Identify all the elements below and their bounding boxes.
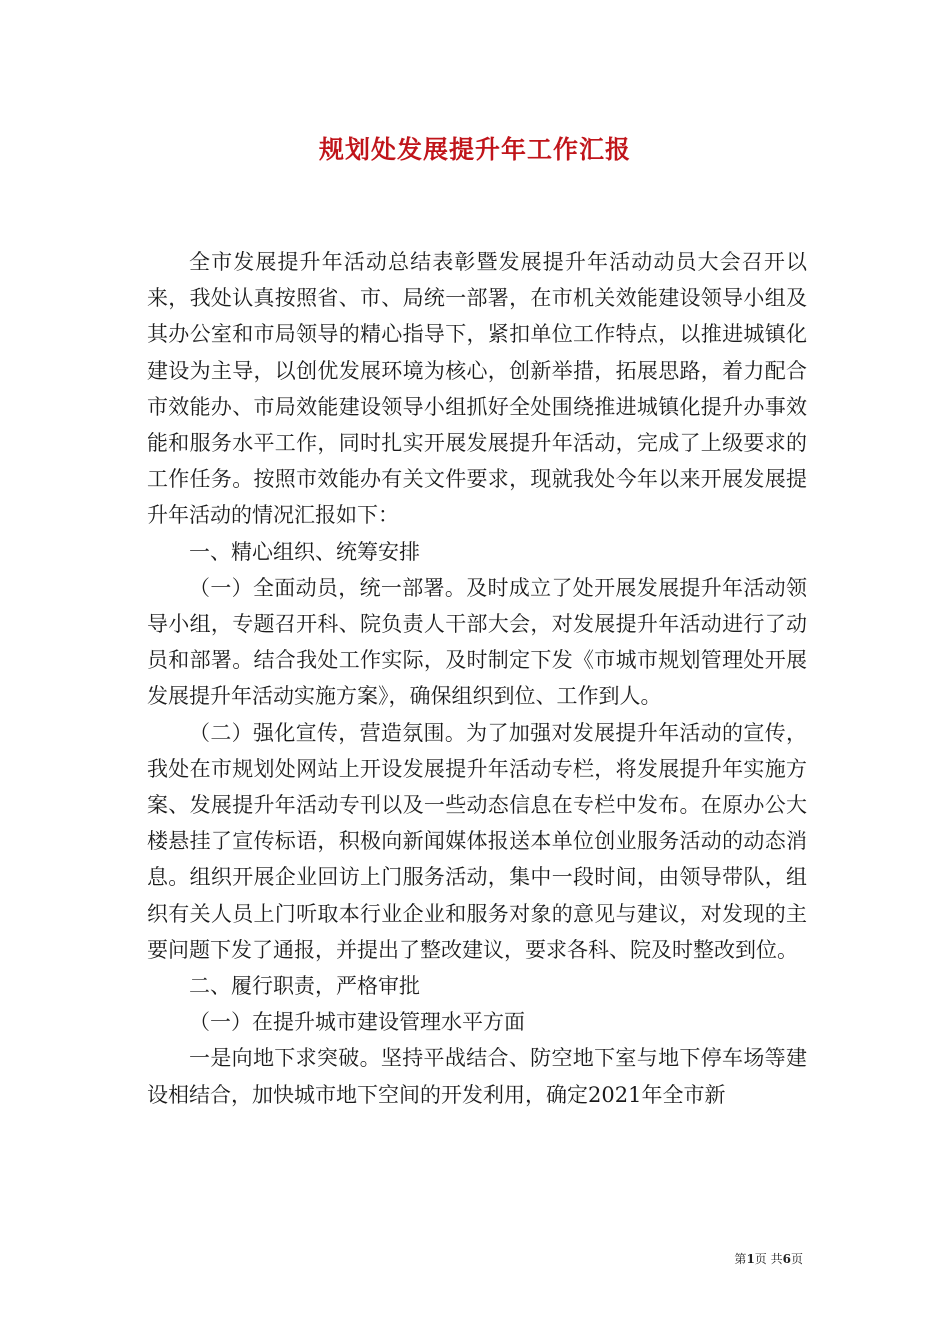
section-heading-1: 一、精心组织、统筹安排 (189, 539, 420, 564)
document-body (147, 244, 807, 1113)
paragraph-mobilization: （一）全面动员，统一部署。及时成立了处开展发展提升年活动领导小组，专题召开科、院负责人干部大会，对发展提升年活动进行了动员和部署。结合我处工作实际，及时制定下发《市城市规划管理处开展发展提升年活动实施方案》，确保组织到位、工作到人。 (147, 575, 807, 709)
footer-middle: 页 共 (754, 1252, 783, 1266)
total-page-count: 6 (782, 1252, 791, 1266)
footer-suffix: 页 (790, 1252, 803, 1266)
footer-prefix: 第 (734, 1252, 747, 1266)
paragraph-publicity: （二）强化宣传，营造氛围。为了加强对发展提升年活动的宣传，我处在市规划处网站上开设发展提升年活动专栏，将发展提升年实施方案、发展提升年活动专刊以及一些动态信息在专栏中发布。在原办公大楼悬挂了宣传标语，积极向新闻媒体报送本单位创业服务活动的动态消息。组织开展企业回访上门服务活动，集中一段时间，由领导带队，组织有关人员上门听取本行业企业和服务对象的意见与建议，对发现的主要问题下发了通报，并提出了整改建议，要求各科、院及时整改到位。 (147, 720, 807, 962)
section-heading-2: 二、履行职责，严格审批 (189, 974, 420, 999)
page-number-footer (734, 1250, 803, 1267)
subsection-heading-1: （一）在提升城市建设管理水平方面 (189, 1010, 525, 1035)
paragraph-intro: 全市发展提升年活动总结表彰暨发展提升年活动动员大会召开以来，我处认真按照省、市、局统一部署，在市机关效能建设领导小组及其办公室和市局领导的精心指导下，紧扣单位工作特点，以推进城镇化建设为主导，以创优发展环境为核心，创新举措，拓展思路，着力配合市效能办、市局效能建设领导小组抓好全处围绕推进城镇化提升办事效能和服务水平工作，同时扎实开展发展提升年活动，完成了上级要求的工作任务。按照市效能办有关文件要求，现就我处今年以来开展发展提升年活动的情况汇报如下： (147, 250, 807, 528)
paragraph-underground: 一是向地下求突破。坚持平战结合、防空地下室与地下停车场等建设相结合，加快城市地下空间的开发利用，确定2021年全市新 (147, 1046, 807, 1107)
current-page-number: 1 (746, 1252, 755, 1266)
document-title: 规划处发展提升年工作汇报 (318, 135, 631, 164)
